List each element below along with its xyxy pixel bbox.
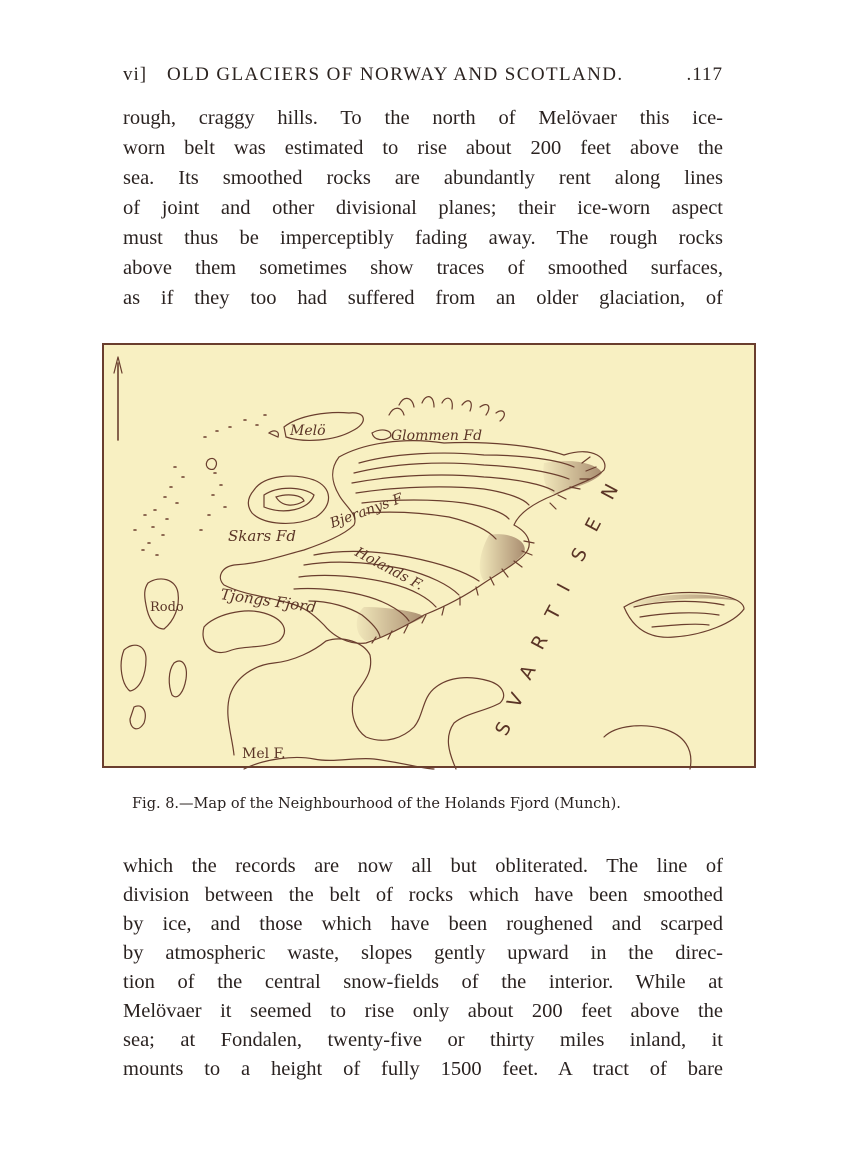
text-line: as if they too had suffered from an older glaciation, of xyxy=(123,287,723,309)
skars-peninsula xyxy=(248,476,328,523)
text-line: must thus be imperceptibly fading away. The rough rocks xyxy=(123,227,723,249)
text-line: worn belt was estimated to rise about 200 feet above the xyxy=(123,137,723,159)
text-line: rough, craggy hills. To the north of Melövaer this ice- xyxy=(123,107,723,129)
svartisen-letter: T xyxy=(540,602,566,624)
label-melo: Melö xyxy=(290,423,326,439)
label-bjeranys: Bjeranys F xyxy=(327,490,406,532)
text-line: by atmospheric waste, slopes gently upward in the direc- xyxy=(123,942,723,964)
label-mel: Mel F. xyxy=(242,746,286,762)
svartisen-letter: E xyxy=(580,514,607,536)
figure-caption: Fig. 8.—Map of the Neighbourhood of the Holands Fjord (Munch). xyxy=(132,796,621,812)
svartisen-letter: S xyxy=(566,544,593,566)
running-title: OLD GLACIERS OF NORWAY AND SCOTLAND. xyxy=(167,64,624,85)
label-skars: Skars Fd xyxy=(228,527,296,545)
svartisen-letter: V xyxy=(502,689,529,712)
label-svartisen xyxy=(491,480,623,739)
north-arrow-icon xyxy=(114,357,122,440)
map-figure xyxy=(102,343,756,768)
svartisen-letter: N xyxy=(596,480,624,504)
text-line: Melövaer it seemed to rise only about 200 feet above the xyxy=(123,1000,723,1022)
text-line: above them sometimes show traces of smoothed surfaces, xyxy=(123,257,723,279)
text-line: of joint and other divisional planes; their ice-worn aspect xyxy=(123,197,723,219)
text-line: sea; at Fondalen, twenty-five or thirty miles inland, it xyxy=(123,1029,723,1051)
label-glommen: Glommen Fd xyxy=(391,428,483,444)
svartisen-letter: S xyxy=(490,718,517,740)
chapter-number: vi] xyxy=(123,64,148,85)
text-line: division between the belt of rocks which have been smoothed xyxy=(123,884,723,906)
label-rodo: Rodo xyxy=(150,600,184,615)
text-line: which the records are now all but obliterated. The line of xyxy=(123,855,723,877)
text-line: mounts to a height of fully 1500 feet. A tract of bare xyxy=(123,1058,723,1080)
label-tjongs: Tjongs Fjord xyxy=(219,585,318,617)
text-line: by ice, and those which have been roughened and scarped xyxy=(123,913,723,935)
page-number: .117 xyxy=(686,64,723,85)
map-drawing xyxy=(104,345,758,770)
svartisen-letter: R xyxy=(526,631,553,654)
text-line: tion of the central snow-fields of the interior. While at xyxy=(123,971,723,993)
svartisen-letter: I xyxy=(552,580,576,596)
eastern-ice-patch xyxy=(624,593,744,638)
text-line: sea. Its smoothed rocks are abundantly rent along lines xyxy=(123,167,723,189)
label-holands: Holands F. xyxy=(352,544,426,594)
svartisen-letter: A xyxy=(514,661,541,684)
running-header xyxy=(123,64,723,88)
